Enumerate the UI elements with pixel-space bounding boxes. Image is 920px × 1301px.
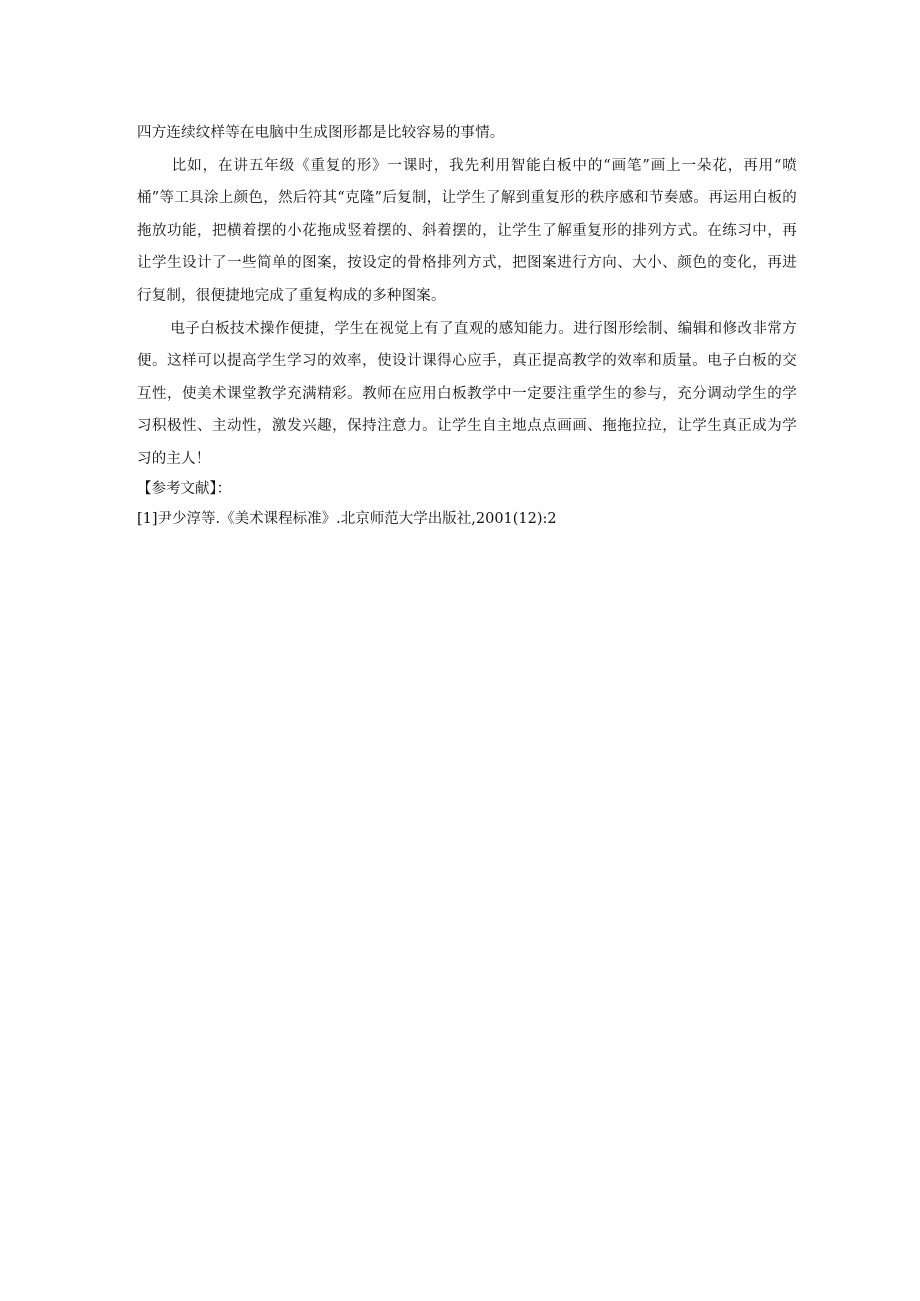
reference-item: [1]尹少淳等.《美术课程标准》.北京师范大学出版社,2001(12):2 — [137, 510, 557, 527]
paragraph-conclusion: 电子白板技术操作便捷，学生在视觉上有了直观的感知能力。进行图形绘制、编辑和修改非常方便。这样可以提高学生学习的效率，使设计课得心应手，真正提高教学的效率和质量。电子白板的交互性，使美术课堂教学充满精彩。教师在应用白板教学中一定要注重学生的参与，充分调动学生的学习积极性、主动性，激发兴趣，保持注意力。让学生自主地点点画画、拖拖拉拉，让学生真正成为学习的主人！ — [137, 320, 797, 467]
paragraph-continuation: 四方连续纹样等在电脑中生成图形都是比较容易的事情。 — [137, 125, 505, 141]
document-body — [137, 117, 797, 532]
paragraph-example: 比如，在讲五年级《重复的形》一课时，我先利用智能白板中的“画笔”画上一朵花，再用“喷桶”等工具涂上颜色，然后符其“克隆”后复制，让学生了解到重复形的秩序感和节奏感。再运用白板的拖放功能，把横着摆的小花拖成竖着摆的、斜着摆的，让学生了解重复形的排列方式。在练习中，再让学生设计了一些简单的图案，按设定的骨格排列方式，把图案进行方向、大小、颜色的变化，再进行复制，很便捷地完成了重复构成的多种图案。 — [137, 157, 797, 304]
references-heading: 【参考文献】： — [137, 480, 232, 497]
